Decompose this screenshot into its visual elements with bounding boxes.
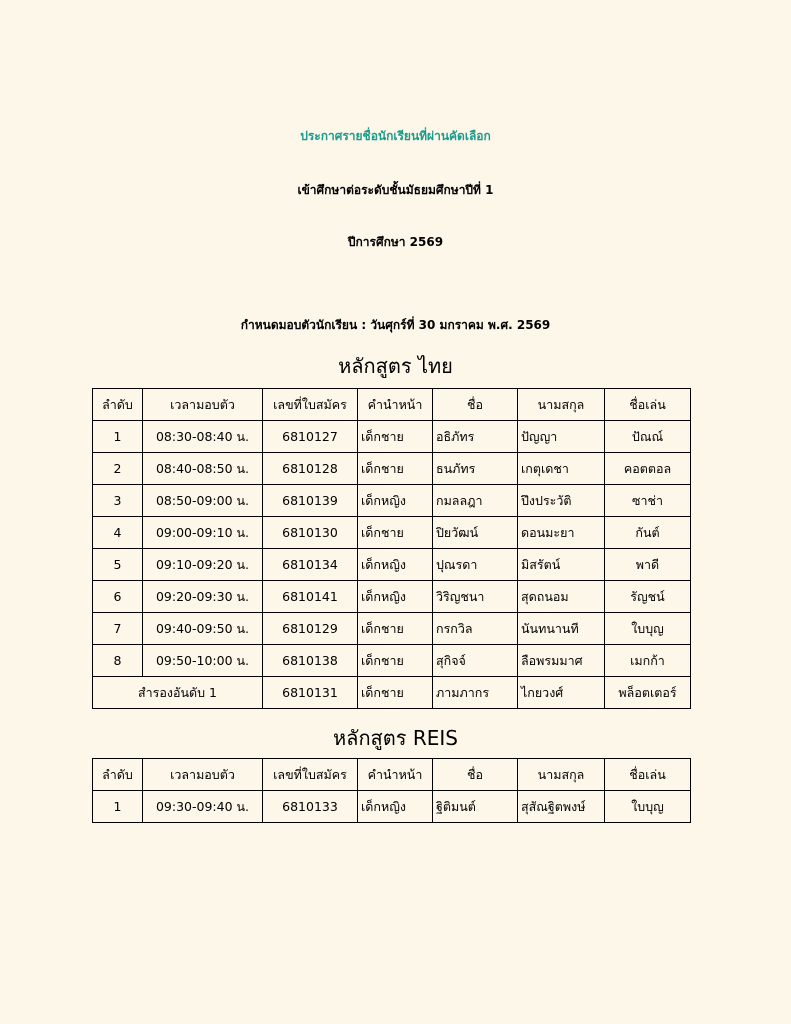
col-header-name: ชื่อ: [433, 759, 518, 791]
cell-prefix: เด็กหญิง: [358, 549, 433, 581]
cell-surname: ปึงประวัติ: [518, 485, 605, 517]
cell-no: 5: [93, 549, 143, 581]
cell-application: 6810130: [263, 517, 358, 549]
col-header-name: ชื่อ: [433, 389, 518, 421]
cell-name: สุกิจจ์: [433, 645, 518, 677]
cell-time: 09:50-10:00 น.: [143, 645, 263, 677]
cell-application: 6810138: [263, 645, 358, 677]
table-header-row: [93, 389, 691, 421]
cell-prefix: เด็กชาย: [358, 677, 433, 709]
cell-prefix: เด็กชาย: [358, 613, 433, 645]
cell-surname: ลือพรมมาศ: [518, 645, 605, 677]
cell-name: ภามภากร: [433, 677, 518, 709]
col-header-no: ลำดับ: [93, 389, 143, 421]
cell-nickname: เมกก้า: [605, 645, 691, 677]
cell-prefix: เด็กชาย: [358, 421, 433, 453]
cell-nickname: ใบบุญ: [605, 791, 691, 823]
cell-nickname: รัญชน์: [605, 581, 691, 613]
cell-application: 6810133: [263, 791, 358, 823]
cell-no: 3: [93, 485, 143, 517]
cell-application: 6810139: [263, 485, 358, 517]
table-row: [93, 421, 691, 453]
cell-nickname: พล็อตเตอร์: [605, 677, 691, 709]
cell-name: กมลลฎา: [433, 485, 518, 517]
cell-prefix: เด็กหญิง: [358, 581, 433, 613]
title-line-1: ประกาศรายชื่อนักเรียนที่ผ่านคัดเลือก: [300, 129, 491, 143]
cell-nickname: กันต์: [605, 517, 691, 549]
cell-name: ฐิติมนต์: [433, 791, 518, 823]
col-header-nickname: ชื่อเล่น: [605, 389, 691, 421]
cell-application: 6810141: [263, 581, 358, 613]
cell-surname: ปัญญา: [518, 421, 605, 453]
table-row: [93, 791, 691, 823]
col-header-no: ลำดับ: [93, 759, 143, 791]
table-row: [93, 549, 691, 581]
cell-surname: สุสัณฐิตพงษ์: [518, 791, 605, 823]
cell-nickname: ใบบุญ: [605, 613, 691, 645]
report-date: กำหนดมอบตัวนักเรียน : วันศุกร์ที่ 30 มกราคม พ.ศ. 2569: [240, 318, 551, 332]
col-header-surname: นามสกุล: [518, 759, 605, 791]
student-table-reis: [92, 758, 691, 823]
table-row: [93, 453, 691, 485]
cell-application: 6810128: [263, 453, 358, 485]
cell-application: 6810129: [263, 613, 358, 645]
cell-prefix: เด็กหญิง: [358, 791, 433, 823]
title-line-3: ปีการศึกษา 2569: [347, 235, 444, 249]
table-row: [93, 581, 691, 613]
table-header-row: [93, 759, 691, 791]
cell-surname: เกตุเดชา: [518, 453, 605, 485]
section-heading-thai: หลักสูตร ไทย: [338, 354, 453, 378]
cell-prefix: เด็กชาย: [358, 645, 433, 677]
cell-application: 6810134: [263, 549, 358, 581]
cell-surname: นันทนานที: [518, 613, 605, 645]
table-row: [93, 645, 691, 677]
cell-no: 8: [93, 645, 143, 677]
section-heading-reis: หลักสูตร REIS: [333, 726, 458, 750]
col-header-application: เลขที่ใบสมัคร: [263, 759, 358, 791]
table-row: [93, 517, 691, 549]
cell-name: กรกวิล: [433, 613, 518, 645]
cell-no: 4: [93, 517, 143, 549]
cell-name: ปุณรดา: [433, 549, 518, 581]
table-row: [93, 485, 691, 517]
cell-application: 6810127: [263, 421, 358, 453]
cell-time: 08:30-08:40 น.: [143, 421, 263, 453]
col-header-time: เวลามอบตัว: [143, 759, 263, 791]
table-row: [93, 613, 691, 645]
cell-name: วิริญชนา: [433, 581, 518, 613]
col-header-prefix: คำนำหน้า: [358, 389, 433, 421]
student-table-thai: [92, 388, 691, 709]
cell-nickname: คอตตอล: [605, 453, 691, 485]
cell-surname: ดอนมะยา: [518, 517, 605, 549]
cell-prefix: เด็กชาย: [358, 517, 433, 549]
col-header-time: เวลามอบตัว: [143, 389, 263, 421]
table-row-reserve: [93, 677, 691, 709]
cell-no: 6: [93, 581, 143, 613]
col-header-surname: นามสกุล: [518, 389, 605, 421]
cell-nickname: ซาช่า: [605, 485, 691, 517]
cell-reserve-label: สำรองอันดับ 1: [93, 677, 263, 709]
cell-name: อธิภัทร: [433, 421, 518, 453]
col-header-nickname: ชื่อเล่น: [605, 759, 691, 791]
cell-surname: ไกยวงศ์: [518, 677, 605, 709]
cell-nickname: ปัณณ์: [605, 421, 691, 453]
col-header-prefix: คำนำหน้า: [358, 759, 433, 791]
cell-prefix: เด็กชาย: [358, 453, 433, 485]
col-header-application: เลขที่ใบสมัคร: [263, 389, 358, 421]
cell-nickname: พาดี: [605, 549, 691, 581]
cell-prefix: เด็กหญิง: [358, 485, 433, 517]
cell-time: 09:20-09:30 น.: [143, 581, 263, 613]
cell-application: 6810131: [263, 677, 358, 709]
cell-no: 2: [93, 453, 143, 485]
cell-name: ธนภัทร: [433, 453, 518, 485]
cell-time: 09:10-09:20 น.: [143, 549, 263, 581]
title-line-2: เข้าศึกษาต่อระดับชั้นมัธยมศึกษาปีที่ 1: [297, 183, 494, 197]
cell-name: ปิยวัฒน์: [433, 517, 518, 549]
cell-time: 09:00-09:10 น.: [143, 517, 263, 549]
cell-time: 08:50-09:00 น.: [143, 485, 263, 517]
cell-time: 09:30-09:40 น.: [143, 791, 263, 823]
cell-no: 1: [93, 791, 143, 823]
cell-no: 7: [93, 613, 143, 645]
cell-time: 08:40-08:50 น.: [143, 453, 263, 485]
cell-surname: สุดถนอม: [518, 581, 605, 613]
cell-time: 09:40-09:50 น.: [143, 613, 263, 645]
cell-no: 1: [93, 421, 143, 453]
cell-surname: มิสรัตน์: [518, 549, 605, 581]
